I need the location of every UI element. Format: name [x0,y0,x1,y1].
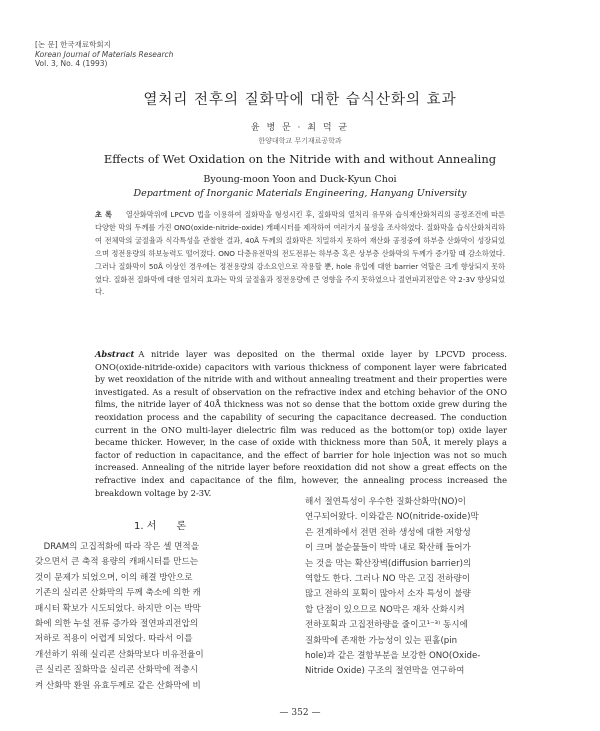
body-line: 패시터 확보가 시도되었다. 하지만 이는 박막 [35,603,201,614]
section-heading-introduction: 1. 서 론 [133,521,187,532]
body-line: 화에 의한 누설 전류 증가와 절연파괴전압의 [35,619,199,630]
korean-affiliation: 한양대학교 무기재료공학과 [258,137,342,145]
english-title: Effects of Wet Oxidation on the Nitride with and without Annealing [103,152,497,166]
english-affiliation: Department of Inorganic Materials Engineering, Hanyang University [133,188,467,199]
korean-authors: 윤 병 문 · 최 덕 균 [250,123,350,133]
body-line: 켜 산화막 환원 유효두께로 같은 산화막에 비 [35,680,201,691]
korean-abstract [95,209,505,299]
body-line: DRAM의 고집적화에 따라 작은 셀 면적을 [35,542,200,552]
body-line: 는 것을 막는 확산장벽(diffusion barrier)의 [305,558,472,569]
english-abstract [95,348,507,499]
body-line: hole)과 같은 결함부분을 보강한 ONO(Oxide- [305,651,481,662]
body-line: 많고 전하의 포획이 많아서 소자 특성이 불량 [305,589,471,600]
journal-volume: Vol. 3, No. 4 (1993) [35,59,108,68]
korean-abstract-label: 초 록 [95,210,112,219]
korean-abstract-text: 열산화막위에 LPCVD 법을 이용하여 질화막을 형성시킨 후, 질화막의 열처리 유무와 습식재산화처리의 공정조건에 따른 다양한 막의 두께를 가진 ONO(oxide-nitride-oxide) 캐패시터를 제작하여 여러가지 물성을 조사하였다. 질화막을 습식산화처리하여 전체막의 굴절율과 식각특성을 관찰한 결과, 40Å 두께의 질화막은 치밀하지 못하여 재산화 공정중에 하부층 산화막이 성장되었으며 정전용량의 하보능력도 떨어졌다. ONO 다층유전막의 전도전류는 하부층 혹은 상부층 산화막의 두께가 증가할 때 감소하였다. 그러나 질화막이 50Å 이상인 경우에는 정전용량의 감소요인으로 작용할 뿐, hole 유입에 대한 barrier 역할은 크게 향상되지 못하였다. 질화전 질화막에 대한 열처리 효과는 막의 굴절율과 정전용량에 큰 영향을 주지 못하였으나 절연파괴전압은 약 2-3V 향상되었다. [95,210,505,297]
body-line: 큰 실리콘 질화막을 실리콘 산화막에 적층시 [35,665,199,676]
body-line: 은 전계하에서 전면 전하 생성에 대한 저항성 [305,527,471,538]
body-line: 연구되어왔다. 이와같은 NO(nitride-oxide)막 [305,512,479,523]
body-line: 전하포획과 고집전하량을 줄이고¹⁻³⁾ 동시에 [305,620,468,631]
journal-header [35,40,173,69]
journal-name-english: Korean Journal of Materials Research [35,49,174,59]
left-column [35,540,285,694]
body-line: 이 크며 불순물들이 박막 내로 확산해 들어가 [305,543,471,554]
body-line: 해서 절연특성이 우수한 질화산화막(NO)이 [305,497,466,507]
body-line: 갖으면서 큰 축적 용량의 캐패시터를 만드는 [35,557,199,568]
body-line: 질화막에 존재한 가능성이 있는 핀홀(pin [305,635,458,646]
body-line: 개선하기 위해 실리콘 산화막보다 비유전율이 [35,649,204,660]
page-number: — 352 — [279,708,321,718]
body-line: 역할도 한다. 그러나 NO 막은 고집 전하량이 [305,574,471,585]
english-abstract-label: Abstract [95,349,135,359]
right-column [305,495,560,680]
body-line: 기존의 실리콘 산화막의 두께 축소에 의한 캐 [35,588,201,599]
english-authors: Byoung-moon Yoon and Duck-Kyun Choi [203,174,397,185]
journal-name-korean: [논 문] 한국재료학회지 [35,40,111,49]
korean-title: 열처리 전후의 질화막에 대한 습식산화의 효과 [143,92,457,108]
body-line: Nitride Oxide) 구조의 절연막을 연구하여 [305,666,465,677]
body-line: 할 단점이 있으므로 NO막은 재차 산화시켜 [305,604,465,615]
body-line: 것이 문제가 되었으며, 이의 해결 방안으로 [35,572,193,583]
english-abstract-text: A nitride layer was deposited on the thermal oxide layer by LPCVD process. ONO(oxide-nitride-oxide) capacitors with various thickness of component layer were fabricated by wet reoxidation of the nitride with and without annealing treatment and their properties were investigated. As a result of observation on the refractive index and etching behavior of the ONO films, the nitride layer of 40Å thickness was not so dense that the bottom oxide grew during the reoxidation process and the capability of securing the capacitance decreased. The conduction current in the ONO multi-layer dielectric film was reduced as the bottom(or top) oxide layer became thicker. However, in the case of oxide with thickness more than 50Å, it merely plays a factor of reduction in capacitance, and the effect of barrier for hole injection was not so much increased. Annealing of the nitride layer before reoxidation did not show a great effects on the refractive index and capacitance of the film, however, the annealing process increased the breakdown voltage by 2-3V. [95,349,507,498]
body-line: 저하로 적용이 어렵게 되었다. 따라서 이를 [35,634,193,645]
